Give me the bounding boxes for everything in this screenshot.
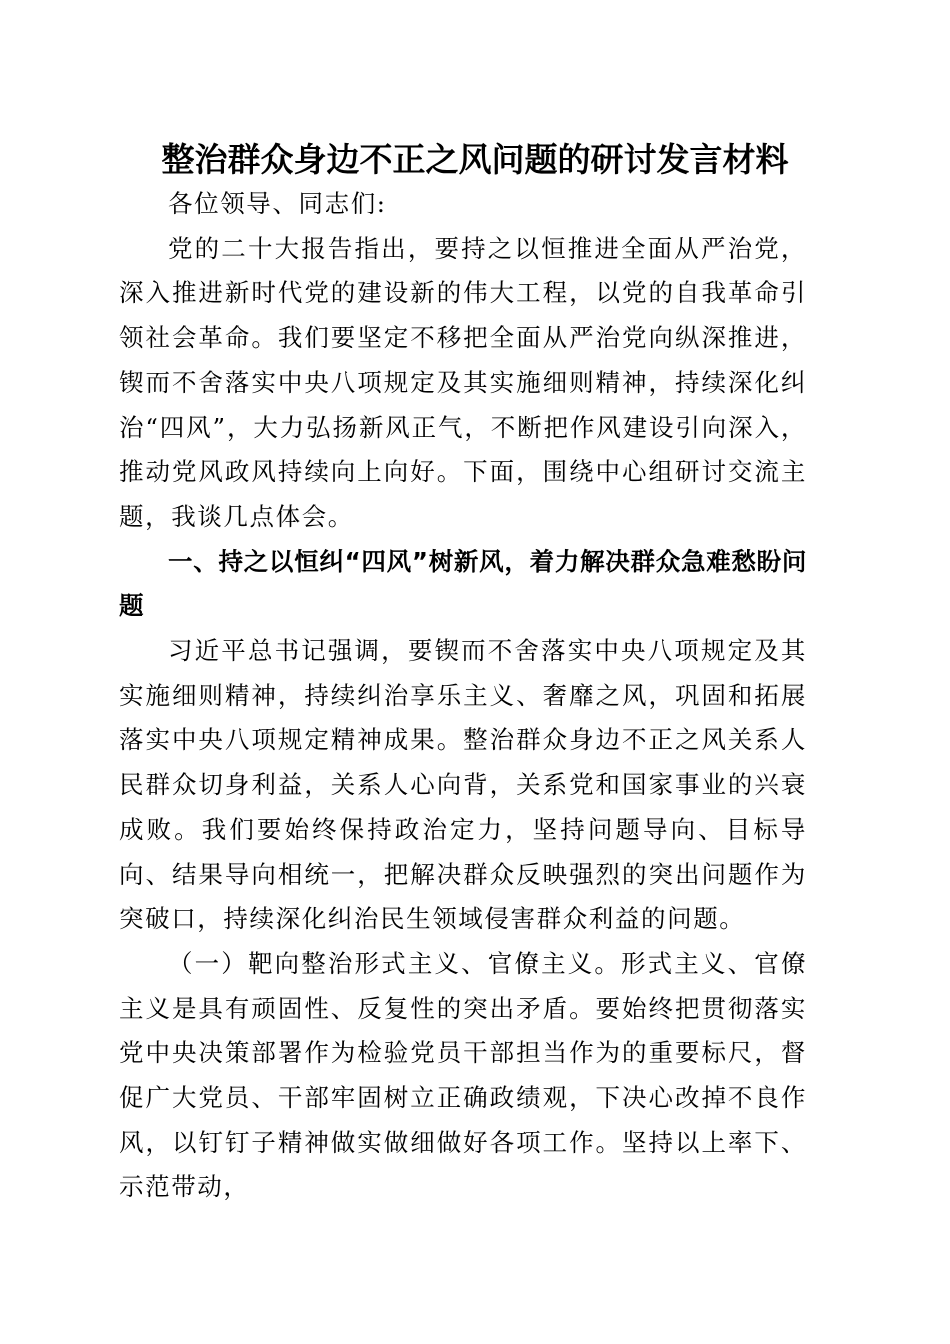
subsection-paragraph-1 (119, 942, 807, 1210)
section-paragraph-1: 习近平总书记强调，要锲而不舍落实中央八项规定及其实施细则精神，持续纠治享乐主义、奢靡之风，巩固和拓展落实中央八项规定精神成果。整治群众身边不正之风关系人民群众切身利益，关系人心向背，关系党和国家事业的兴衰成败。我们要始终保持政治定力，坚持问题导向、目标导向、结果导向相统一，把解决群众反映强烈的突出问题作为突破口，持续深化纠治民生领域侵害群众利益的问题。 (119, 636, 807, 934)
section-heading-1: 一、持之以恒纠“四风”树新风，着力解决群众急难愁盼问题 (119, 546, 807, 621)
document-body (119, 182, 807, 1210)
document-title: 整治群众身边不正之风问题的研讨发言材料 (161, 140, 789, 179)
greeting: 各位领导、同志们: (168, 189, 387, 218)
subsection-text-1: 形式主义、官僚主义是具有顽固性、反复性的突出矛盾。要始终把贯彻落实党中央决策部署作为检验党员干部担当作为的重要标尺，督促广大党员、干部牢固树立正确政绩观，下决心改掉不良作风，以钉钉子精神做实做细做好各项工作。坚持以上率下、示范带动， (119, 948, 808, 1202)
intro-paragraph: 党的二十大报告指出，要持之以恒推进全面从严治党，深入推进新时代党的建设新的伟大工程，以党的自我革命引领社会革命。我们要坚定不移把全面从严治党向纵深推进，锲而不舍落实中央八项规定及其实施细则精神，持续深化纠治“四风”，大力弘扬新风正气，不断把作风建设引向深入，推动党风政风持续向上向好。下面，围绕中心组研讨交流主题，我谈几点体会。 (119, 233, 807, 531)
subsection-lead-1: （一）靶向整治形式主义、官僚主义。 (168, 948, 622, 978)
